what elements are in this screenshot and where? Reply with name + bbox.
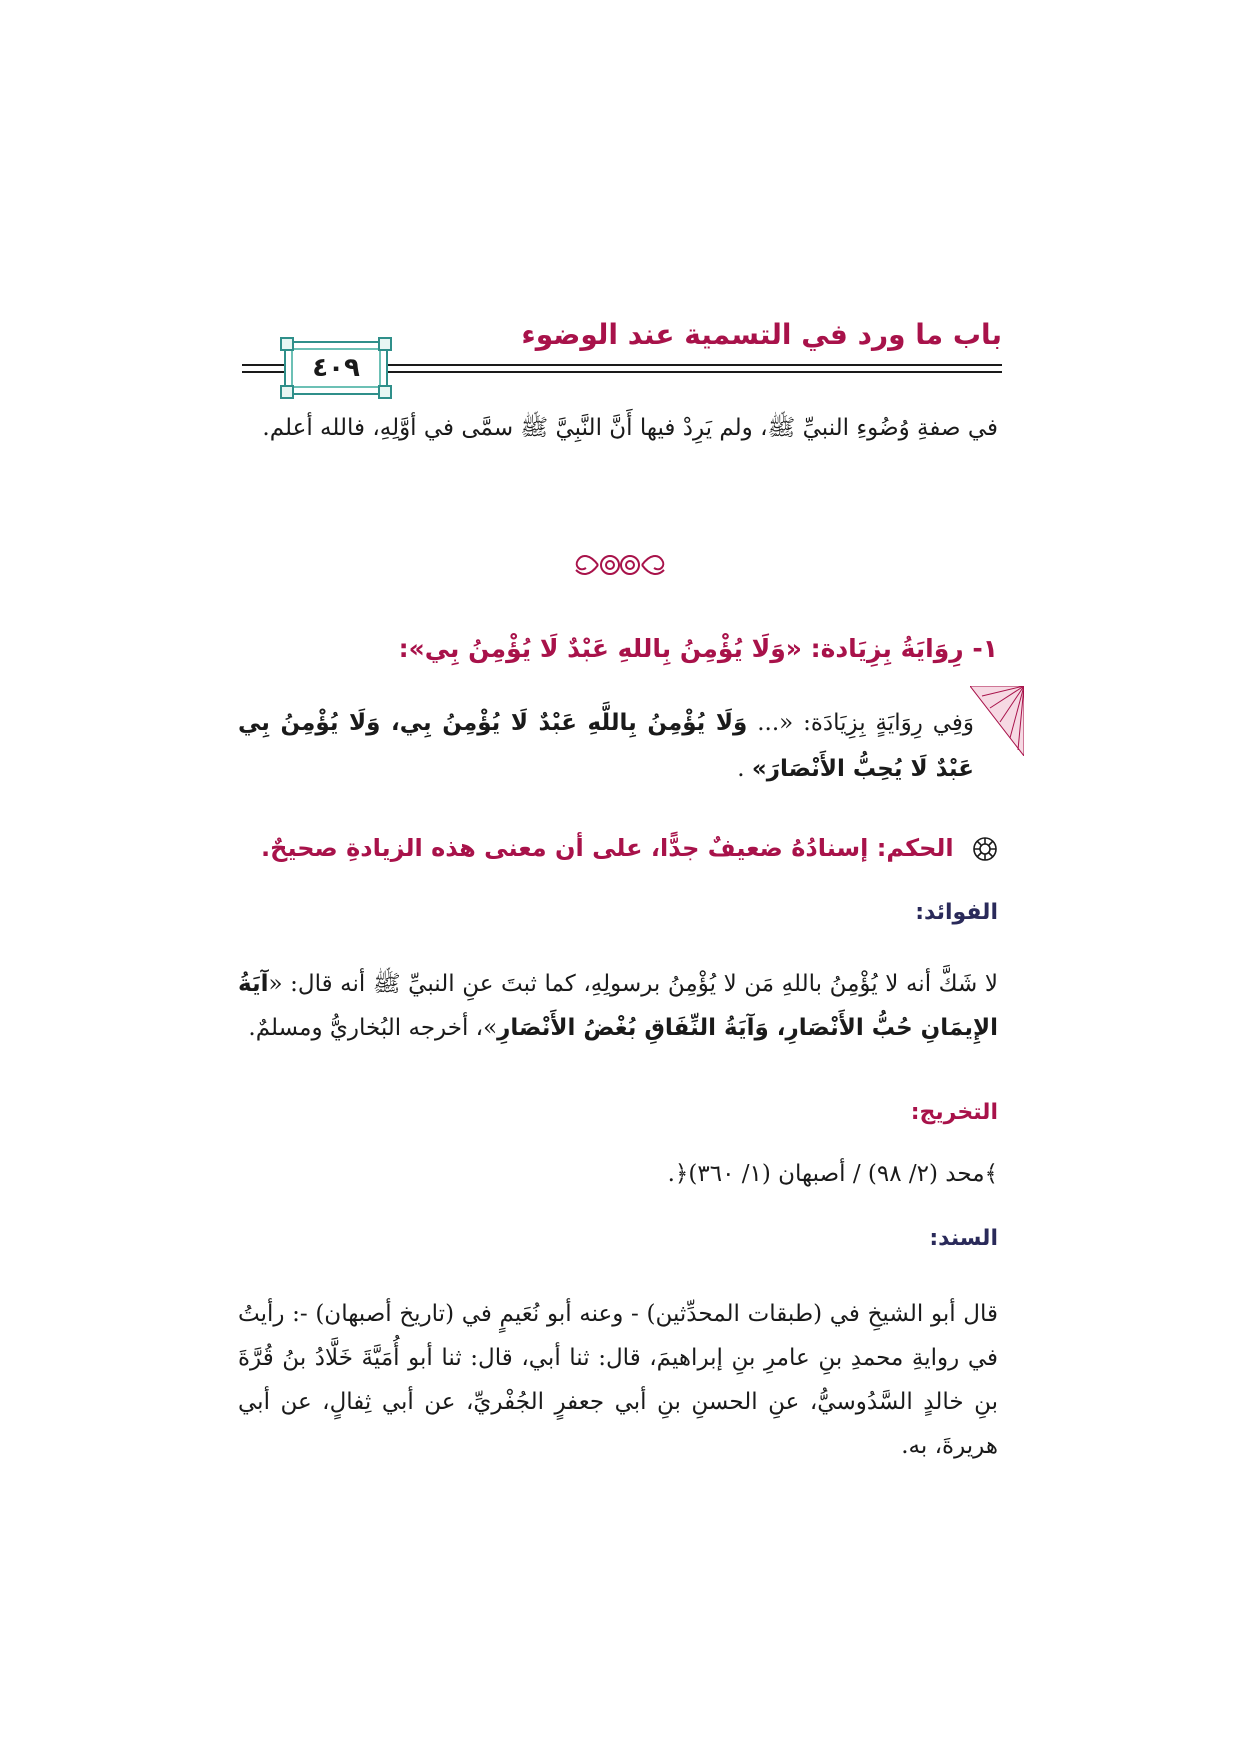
fawaid-text-after: »، أخرجه البُخاريُّ ومسلمٌ. bbox=[248, 1015, 498, 1041]
ruling-text: إسنادُهُ ضعيفٌ جدًّا، على أن معنى هذه الزيادةِ صحيحٌ. bbox=[261, 834, 869, 862]
takhrij-heading: التخريج: bbox=[910, 1100, 998, 1125]
intro-paragraph: في صفةِ وُضُوءِ النبيِّ ﷺ، ولم يَرِدْ فيها أَنَّ النَّبِيَّ ﷺ سمَّى في أوَّلِهِ، فالله أعلم. bbox=[262, 415, 998, 441]
floral-divider-icon bbox=[0, 548, 1240, 586]
corner-ornament-icon bbox=[970, 686, 1024, 756]
badge-corner-icon bbox=[280, 337, 294, 351]
quote-tail: . bbox=[737, 756, 745, 782]
badge-corner-icon bbox=[280, 385, 294, 399]
page-header bbox=[242, 310, 1002, 390]
badge-corner-icon bbox=[378, 385, 392, 399]
takhrij-paragraph: ﴾محد (٢/ ٩٨) / أصبهان (١/ ٣٦٠)﴿. bbox=[667, 1161, 998, 1187]
sanad-heading: السند: bbox=[929, 1226, 998, 1251]
ruling-label: الحكم: bbox=[876, 834, 954, 862]
ruling-line bbox=[238, 834, 998, 862]
quote-bold: وَلَا يُؤْمِنُ بِاللَّهِ عَبْدٌ لَا يُؤْمِنُ بِي، وَلَا يُؤْمِنُ بِي عَبْدٌ لَا يُحِبُّ الأَنْصَارَ» bbox=[238, 710, 974, 782]
sanad-paragraph: قال أبو الشيخِ في (طبقات المحدِّثين) - وعنه أبو نُعَيمٍ في (تاريخ أصبهان) -: رأيتُ في روايةِ محمدِ بنِ عامرِ بنِ إبراهيمَ، قال: ثنا أبي، قال: ثنا أبو أُمَيَّةَ خَلَّادُ بنُ قُرَّةَ بنِ خالدٍ السَّدُوسيُّ، عنِ الحسنِ بنِ أبي جعفرٍ الجُفْريِّ، عن أبي ثِفالٍ، عن أبي هريرةَ، به. bbox=[238, 1301, 998, 1459]
narration-quote bbox=[238, 700, 998, 792]
rosette-icon bbox=[972, 836, 998, 862]
section-heading: ١- رِوَايَةُ بِزِيَادة: «وَلَا يُؤْمِنُ بِاللهِ عَبْدٌ لَا يُؤْمِنُ بِي»: bbox=[398, 634, 998, 663]
fawaid-paragraph bbox=[238, 962, 998, 1050]
badge-corner-icon bbox=[378, 337, 392, 351]
fawaid-text-before: لا شَكَّ أنه لا يُؤْمِنُ باللهِ مَن لا يُؤْمِنُ برسولِهِ، كما ثبتَ عنِ النبيِّ ﷺ أنه قال: « bbox=[268, 971, 998, 997]
page-number-badge bbox=[284, 341, 388, 395]
page-number: ٤٠٩ bbox=[312, 353, 360, 383]
fawaid-heading: الفوائد: bbox=[915, 900, 998, 925]
quote-lead: وَفِي رِوَايَةٍ بِزِيَادَة: «... bbox=[757, 710, 975, 736]
quote-text bbox=[238, 700, 998, 792]
chapter-title: باب ما ورد في التسمية عند الوضوء bbox=[521, 318, 1002, 351]
fawaid-hadith: آيَةُ الإِيمَانِ حُبُّ الأَنْصَارِ، وَآيَةُ النِّفَاقِ بُغْضُ الأَنْصَارِ bbox=[238, 971, 998, 1041]
